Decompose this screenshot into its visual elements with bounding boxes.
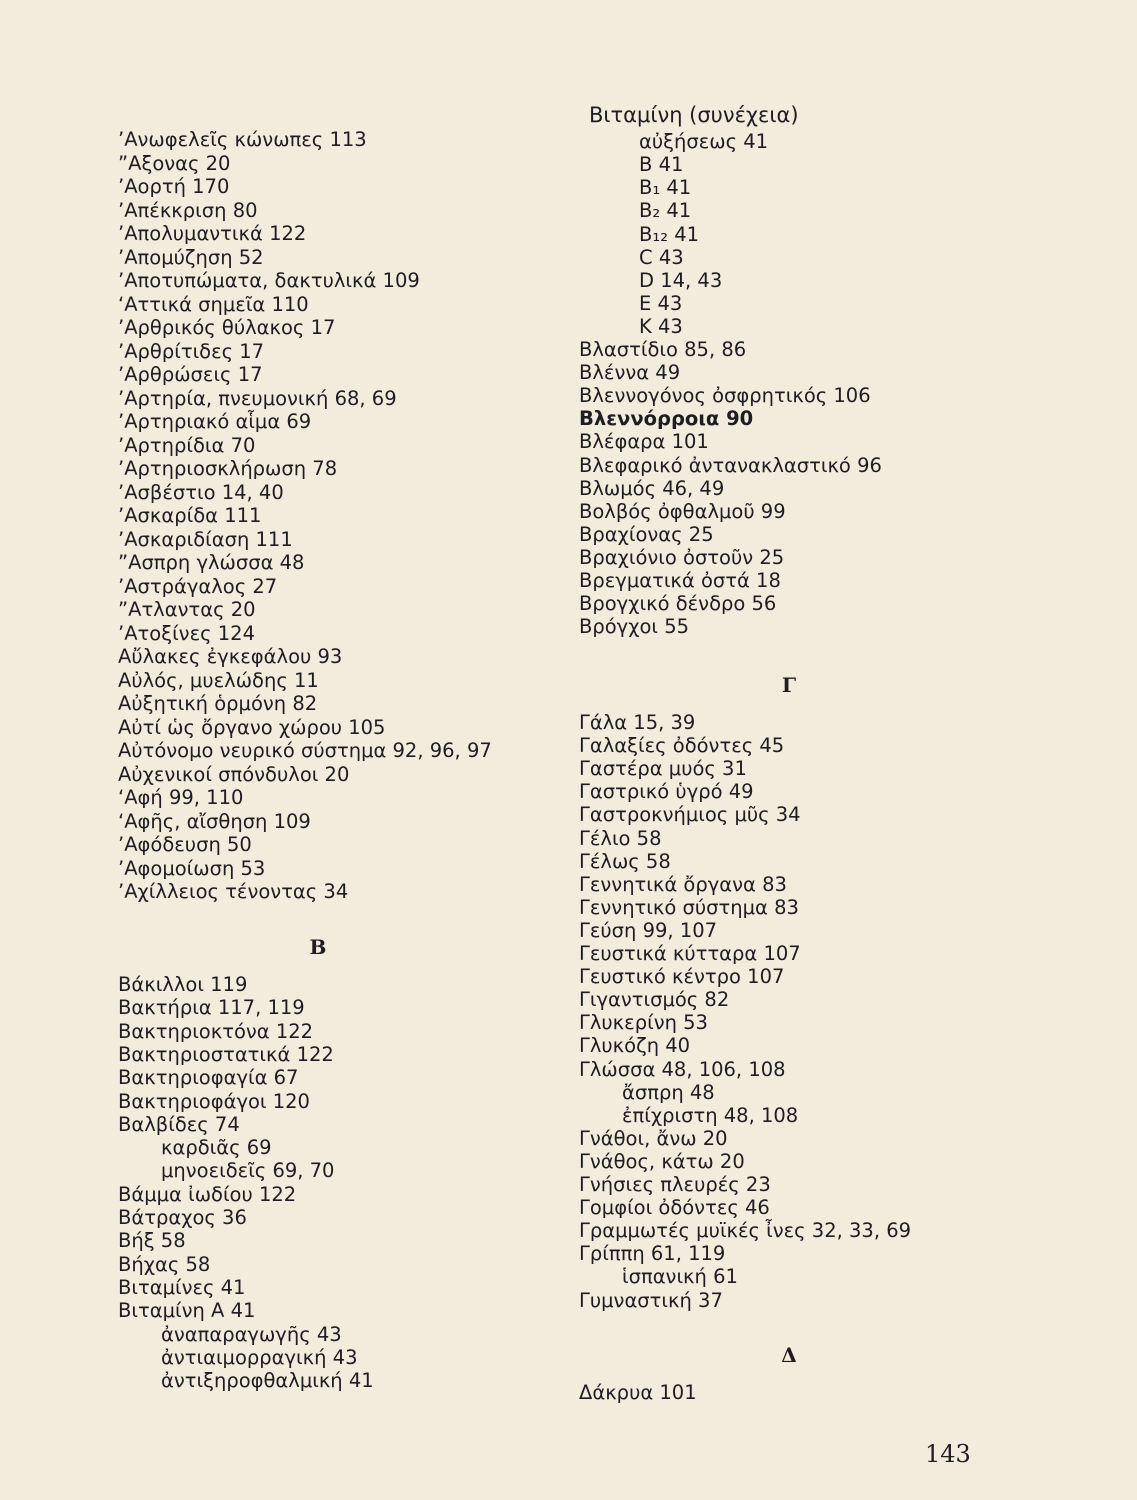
index-entry: E 43 xyxy=(639,291,683,315)
index-entry: Βολβός ὀφθαλμοῦ 99 xyxy=(579,499,786,523)
index-entry: ἄσπρη 48 xyxy=(622,1080,715,1104)
index-entry: Γεννητικά ὄργανα 83 xyxy=(579,872,787,896)
index-entry: Γρίππη 61, 119 xyxy=(579,1242,726,1266)
index-entry: Βήχας 58 xyxy=(118,1252,211,1276)
index-entry: C 43 xyxy=(639,245,684,269)
index-entry: ’Ανωφελεῖς κώνωπες 113 xyxy=(118,128,367,151)
index-entry: Βάτραχος 36 xyxy=(118,1206,247,1229)
index-entry: Βιταμίνη (συνέχεια) xyxy=(589,103,799,127)
index-entry: Β₁ 41 xyxy=(639,176,692,200)
index-entry: Βρόγχοι 55 xyxy=(579,615,690,639)
index-entry: ’Απέκκριση 80 xyxy=(118,198,258,222)
index-entry: ’Ατοξίνες 124 xyxy=(118,621,255,645)
index-entry: Βιταμίνη Α 41 xyxy=(118,1299,256,1323)
index-entry: Γλυκερίνη 53 xyxy=(579,1011,708,1035)
index-entry: Αὐχενικοί σπόνδυλοι 20 xyxy=(118,762,350,786)
index-entry: Γραμμωτές μυϊκές ἶνες 32, 33, 69 xyxy=(579,1219,912,1243)
index-entry: Βαλβίδες 74 xyxy=(118,1112,240,1136)
index-entry: Γεννητικό σύστημα 83 xyxy=(579,895,799,919)
index-entry: Βλέννα 49 xyxy=(579,361,681,385)
index-entry: Βακτηριοκτόνα 122 xyxy=(118,1019,314,1043)
index-entry: ”Ατλαντας 20 xyxy=(118,598,256,621)
index-entry: αὐξήσεως 41 xyxy=(639,130,769,154)
index-entry: Βραχιόνιο ὀστοῦν 25 xyxy=(579,545,785,569)
index-entry: D 14, 43 xyxy=(639,268,723,292)
index-entry: Γέλως 58 xyxy=(579,849,671,873)
index-entry: ”Ασπρη γλώσσα 48 xyxy=(118,551,305,574)
index-entry: Γνάθοι, ἄνω 20 xyxy=(579,1126,728,1150)
index-entry: Γέλιο 58 xyxy=(579,826,662,850)
index-entry: ’Αρθρίτιδες 17 xyxy=(118,339,265,363)
index-entry: Β 41 xyxy=(639,153,684,177)
index-entry: Αὔλακες ἐγκεφάλου 93 xyxy=(118,645,343,668)
index-entry: Γαστροκνήμιος μῦς 34 xyxy=(579,803,801,827)
index-entry: Γευστικό κέντρο 107 xyxy=(579,965,785,989)
section-heading-g: Γ xyxy=(781,673,797,697)
index-entry: Γνάθος, κάτω 20 xyxy=(579,1149,745,1173)
index-entry: Βραχίονας 25 xyxy=(579,522,714,546)
index-entry: ’Ασκαρίδα 111 xyxy=(118,504,262,527)
index-entry: ἱσπανική 61 xyxy=(622,1265,738,1289)
index-entry: ἐπίχριστη 48, 108 xyxy=(622,1103,799,1127)
section-heading-d: Δ xyxy=(781,1343,797,1367)
index-entry: ’Αφομοίωση 53 xyxy=(118,856,266,880)
index-entry: ’Αρθρώσεις 17 xyxy=(118,363,263,386)
index-entry: Βλεννόρροια 90 xyxy=(579,407,754,431)
index-entry: Βήξ 58 xyxy=(118,1229,186,1253)
index-entry: Αὐξητική ὁρμόνη 82 xyxy=(118,692,318,715)
section-heading-b: Β xyxy=(309,935,327,959)
index-entry: Γνήσιες πλευρές 23 xyxy=(579,1173,771,1196)
index-entry: ‘Αφή 99, 110 xyxy=(118,786,244,809)
index-entry: ’Αρτηριοσκλήρωση 78 xyxy=(118,457,338,480)
index-entry: ἀναπαραγωγῆς 43 xyxy=(161,1322,342,1346)
index-entry: Γεύση 99, 107 xyxy=(579,918,718,942)
index-entry: ’Ασβέστιο 14, 40 xyxy=(118,480,284,504)
index-entry: Αὐτόνομο νευρικό σύστημα 92, 96, 97 xyxy=(118,739,492,762)
index-entry: Γομφίοι ὀδόντες 46 xyxy=(579,1196,770,1220)
index-entry: Γάλα 15, 39 xyxy=(579,711,696,734)
index-entry: Βακτηριοστατικά 122 xyxy=(118,1042,334,1066)
index-entry: Βλέφαρα 101 xyxy=(579,430,709,454)
index-entry: Βάμμα ἰωδίου 122 xyxy=(118,1182,297,1206)
index-entry: καρδιᾶς 69 xyxy=(161,1136,272,1160)
index-entry: ’Απολυμαντικά 122 xyxy=(118,222,307,245)
index-entry: ’Αχίλλειος τένοντας 34 xyxy=(118,880,349,903)
index-entry: ‘Αττικά σημεῖα 110 xyxy=(118,292,309,316)
index-entry: Αὐλός, μυελώδης 11 xyxy=(118,668,319,692)
index-entry: Βιταμίνες 41 xyxy=(118,1275,246,1299)
index-entry: Βλωμός 46, 49 xyxy=(579,476,725,500)
index-entry: ’Αρθρικός θύλακος 17 xyxy=(118,316,336,339)
index-entry: ”Αξονας 20 xyxy=(118,151,231,175)
index-entry: Αὐτί ὡς ὄργανο χώρου 105 xyxy=(118,715,386,739)
index-entry: Β₂ 41 xyxy=(639,199,692,223)
index-entry: Δάκρυα 101 xyxy=(579,1381,697,1404)
index-entry: Β₁₂ 41 xyxy=(639,222,700,246)
index-entry: Βρεγματικά ὀστά 18 xyxy=(579,569,781,592)
index-entry: Βάκιλλοι 119 xyxy=(118,973,248,996)
index-entry: Γαλαξίες ὀδόντες 45 xyxy=(579,734,785,758)
index-entry: ’Αρτηρία, πνευμονική 68, 69 xyxy=(118,386,397,410)
index-entry: Βλεφαρικό ἀντανακλαστικό 96 xyxy=(579,453,882,477)
index-entry: Γαστρικό ὑγρό 49 xyxy=(579,780,754,804)
index-entry: Βακτηριοφάγοι 120 xyxy=(118,1089,310,1113)
index-entry: Βακτήρια 117, 119 xyxy=(118,996,305,1020)
index-entry: Γυμναστική 37 xyxy=(579,1288,723,1312)
index-entry: μηνοειδεῖς 69, 70 xyxy=(161,1159,335,1183)
index-entry: ’Αρτηριακό αἷμα 69 xyxy=(118,410,312,433)
index-entry: Βακτηριοφαγία 67 xyxy=(118,1066,299,1090)
index-entry: Γλώσσα 48, 106, 108 xyxy=(579,1057,786,1081)
index-entry: ’Αποτυπώματα, δακτυλικά 109 xyxy=(118,269,420,292)
index-entry: ’Αορτή 170 xyxy=(118,175,230,198)
index-entry: ’Ασκαριδίαση 111 xyxy=(118,527,293,551)
index-entry: ‘Αφῆς, αἴσθηση 109 xyxy=(118,809,311,833)
index-entry: Βρογχικό δένδρο 56 xyxy=(579,592,777,616)
index-entry: ἀντιαιμορραγική 43 xyxy=(161,1345,358,1369)
index-entry: ’Αφόδευση 50 xyxy=(118,833,252,856)
index-entry: Γιγαντισμός 82 xyxy=(579,988,730,1012)
index-entry: ἀντιξηροφθαλμική 41 xyxy=(161,1369,374,1393)
index-entry: Γλυκόζη 40 xyxy=(579,1034,691,1058)
index-entry: ’Αστράγαλος 27 xyxy=(118,574,278,598)
index-entry: K 43 xyxy=(639,314,683,338)
index-entry: ’Αρτηρίδια 70 xyxy=(118,433,256,457)
index-entry: ’Απομύζηση 52 xyxy=(118,245,264,269)
index-entry: Βλαστίδιο 85, 86 xyxy=(579,338,747,361)
index-entry: Γευστικά κύτταρα 107 xyxy=(579,942,801,965)
index-entry: Βλεννογόνος ὀσφρητικός 106 xyxy=(579,384,871,408)
index-entry: Γαστέρα μυός 31 xyxy=(579,757,747,781)
page-number: 143 xyxy=(925,1440,971,1468)
